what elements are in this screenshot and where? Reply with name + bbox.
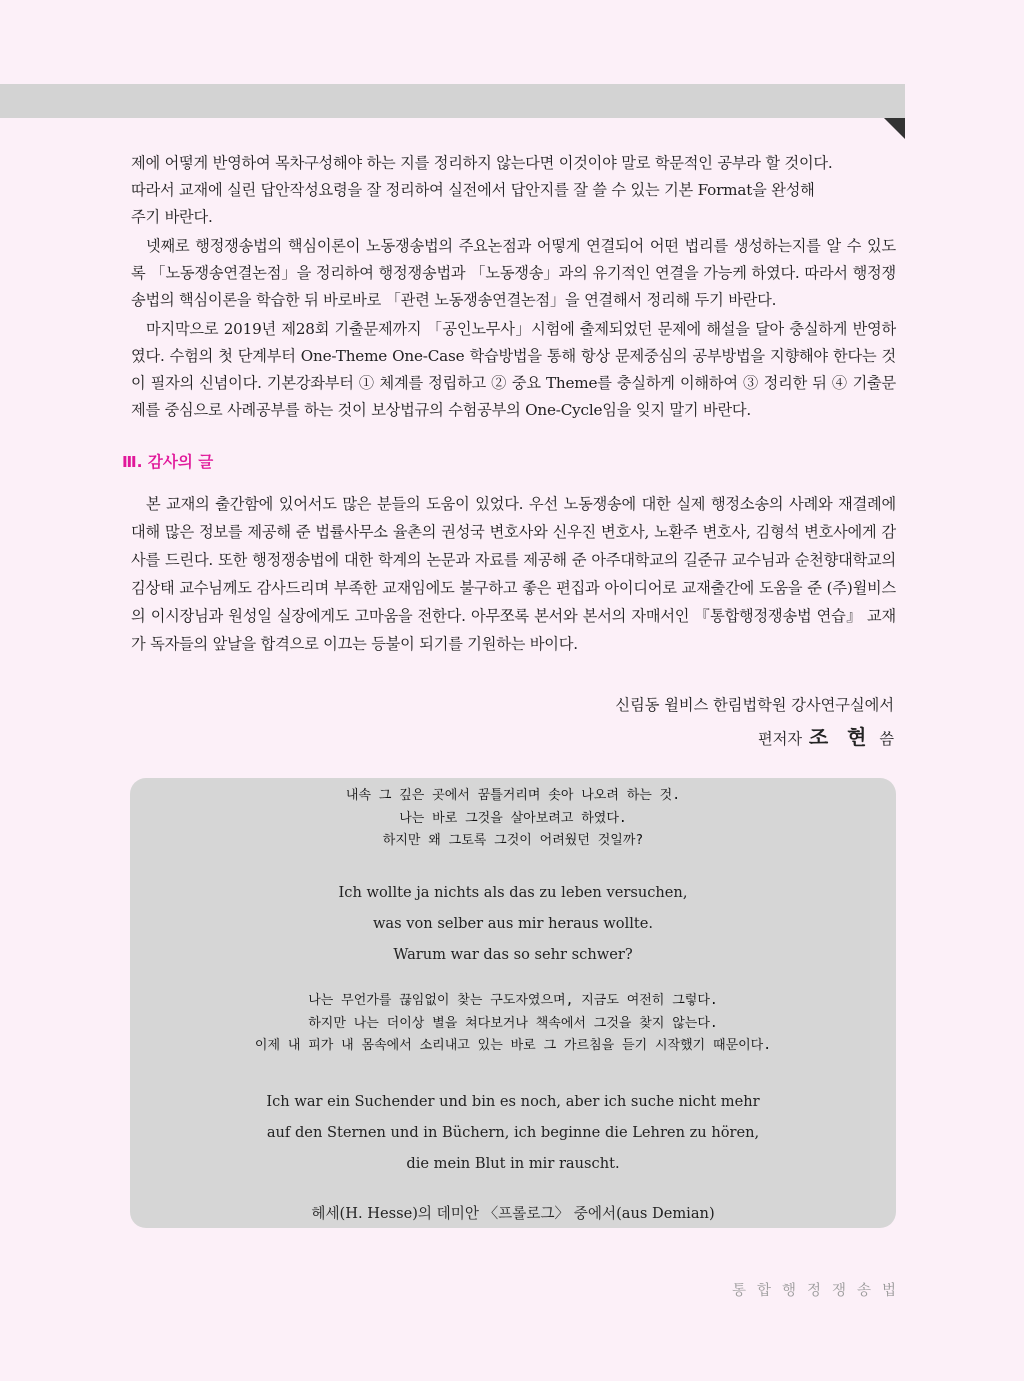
header-band xyxy=(0,84,905,118)
paragraph-fourth: 넷째로 행정쟁송법의 핵심이론이 노동쟁송법의 주요논점과 어떻게 연결되어 어떤 법리를 생성하는지를 알 수 있도록 「노동쟁송연결논점」을 정리하여 행정쟁송법과 「노동쟁송」과의 유기적인 연결을 가능케 하였다. 따라서 행정쟁송법의 핵심이론을 학습한 뒤 바로바로 「관련 노동쟁송연결논점」을 연결해서 정리해 두기 바란다. xyxy=(131,237,896,309)
quote-line: 내속 그 깊은 곳에서 꿈틀거리며 솟아 나오려 하는 것. xyxy=(345,788,681,803)
quote-box xyxy=(130,778,896,1228)
corner-triangle-icon xyxy=(884,118,905,139)
quote-line: Warum war das so sehr schwer? xyxy=(393,946,633,963)
paragraph-last: 마지막으로 2019년 제28회 기출문제까지 「공인노무사」시험에 출제되었던 문제에 해설을 달아 충실하게 반영하였다. 수험의 첫 단계부터 One-Theme One-Case 학습방법을 통해 항상 문제중심의 공부방법을 지향해야 한다는 것이 필자의 신념이다. 기본강좌부터 ① 체계를 정립하고 ② 중요 Theme를 충실하게 이해하여 ③ 정리한 뒤 ④ 기출문제를 중심으로 사례공부를 하는 것이 보상법규의 수험공부의 One-Cycle임을 잊지 말기 바란다. xyxy=(131,320,896,419)
signature-name: 조 현 xyxy=(808,725,873,749)
footer-book-title: 통합행정쟁송법 xyxy=(731,1283,907,1299)
quote-line: 하지만 나는 더이상 별을 쳐다보거나 책속에서 그것을 찾지 않는다. xyxy=(308,1015,718,1031)
signature-suffix: 씀 xyxy=(879,730,894,748)
quote-line: 하지만 왜 그토록 그것이 어려웠던 것일까? xyxy=(382,833,644,848)
quote-line: was von selber aus mir heraus wollte. xyxy=(372,915,654,932)
quote-german-1 xyxy=(130,877,896,970)
signature-line xyxy=(615,721,894,755)
signature-place: 신림동 윌비스 한림법학원 강사연구실에서 xyxy=(615,696,894,714)
quote-source: 헤세(H. Hesse)의 데미안 〈프롤로그〉 중에서(aus Demian) xyxy=(311,1205,715,1222)
acknowledgements-paragraph: 본 교재의 출간함에 있어서도 많은 분들의 도움이 있었다. 우선 노동쟁송에 대한 실제 행정소송의 사례와 재결례에 대해 많은 정보를 제공해 준 법률사무소 율촌의 권성국 변호사와 신우진 변호사, 노환주 변호사, 김형석 변호사에게 감사를 드린다. 또한 행정쟁송법에 대한 학계의 논문과 자료를 제공해 준 아주대학교의 길준규 교수님과 순천향대학교의 김상태 교수님께도 감사드리며 부족한 교재임에도 불구하고 좋은 편집과 아이디어로 교재출간에 도움을 준 (주)윌비스의 이시장님과 원성일 실장에게도 고마움을 전한다. 아무쪼록 본서와 본서의 자매서인 『통합행정쟁송법 연습』 교재가 독자들의 앞날을 합격으로 이끄는 등불이 되기를 기원하는 바이다. xyxy=(131,495,896,653)
quote-line: 나는 바로 그것을 살아보려고 하였다. xyxy=(399,810,627,826)
line: 따라서 교재에 실린 답안작성요령을 잘 정리하여 실전에서 답안지를 잘 쓸 수 있는 기본 Format을 완성해 xyxy=(131,181,815,199)
line: 주기 바란다. xyxy=(131,208,213,226)
quote-line: die mein Blut in mir rauscht. xyxy=(406,1155,620,1172)
line: 제에 어떻게 반영하여 목차구성해야 하는 지를 정리하지 않는다면 이것이야 말로 학문적인 공부라 할 것이다. xyxy=(131,154,833,172)
paragraph-continued xyxy=(131,150,896,231)
signature-prefix: 편저자 xyxy=(758,730,803,748)
quote-line: Ich war ein Suchender und bin es noch, aber ich suche nicht mehr xyxy=(266,1093,760,1110)
body-text xyxy=(131,150,896,424)
quote-line: auf den Sternen und in Büchern, ich beginne die Lehren zu hören, xyxy=(266,1124,760,1141)
quote-line: Ich wollte ja nichts als das zu leben versuchen, xyxy=(338,884,688,901)
quote-line: 나는 무언가를 끊임없이 찾는 구도자였으며, 지금도 여전히 그렇다. xyxy=(308,993,718,1008)
signature-block xyxy=(615,689,894,755)
quote-german-2 xyxy=(130,1086,896,1179)
quote-korean-2 xyxy=(130,990,896,1058)
section-heading: Ⅲ. 감사의 글 xyxy=(122,453,214,471)
acknowledgements xyxy=(131,490,896,658)
quote-korean-1 xyxy=(130,785,896,853)
quote-line: 이제 내 피가 내 몸속에서 소리내고 있는 바로 그 가르침을 듣기 시작했기 때문이다. xyxy=(254,1038,772,1053)
